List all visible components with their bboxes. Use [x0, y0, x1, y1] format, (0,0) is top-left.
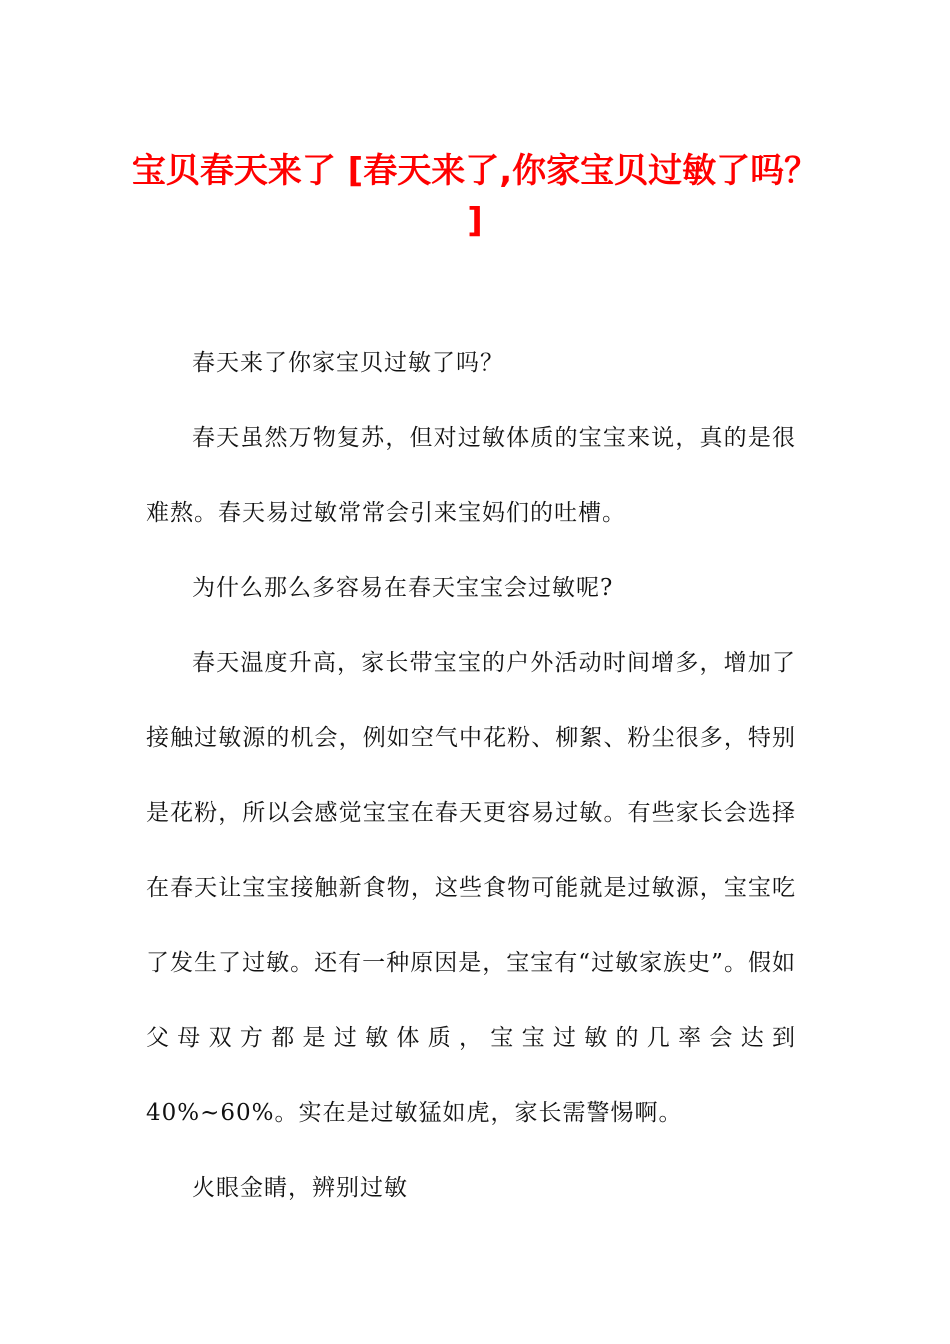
paragraph: 春天来了你家宝贝过敏了吗？: [192, 350, 504, 376]
paragraph: 春天虽然万物复苏，但对过敏体质的宝宝来说，真的是很难熬。春天易过敏常常会引来宝妈们的吐槽。: [146, 425, 796, 526]
paragraph: 春天温度升高，家长带宝宝的户外活动时间增多，增加了接触过敏源的机会，例如空气中花粉、柳絮、粉尘很多，特别是花粉，所以会感觉宝宝在春天更容易过敏。有些家长会选择在春天让宝宝接触新食物，这些食物可能就是过敏源，宝宝吃了发生了过敏。还有一种原因是，宝宝有“过敏家族史”。假如父母双方都是过敏体质，宝宝过敏的几率会达到40%~60%。实在是过敏猛如虎，家长需警惕啊。: [146, 650, 796, 1126]
paragraph: 为什么那么多容易在春天宝宝会过敏呢?: [192, 575, 614, 601]
document-body: [146, 326, 796, 1226]
paragraph: 火眼金睛，辨别过敏: [192, 1175, 408, 1201]
document-title: 宝贝春天来了 [春天来了,你家宝贝过敏了吗？ ]: [131, 151, 819, 241]
